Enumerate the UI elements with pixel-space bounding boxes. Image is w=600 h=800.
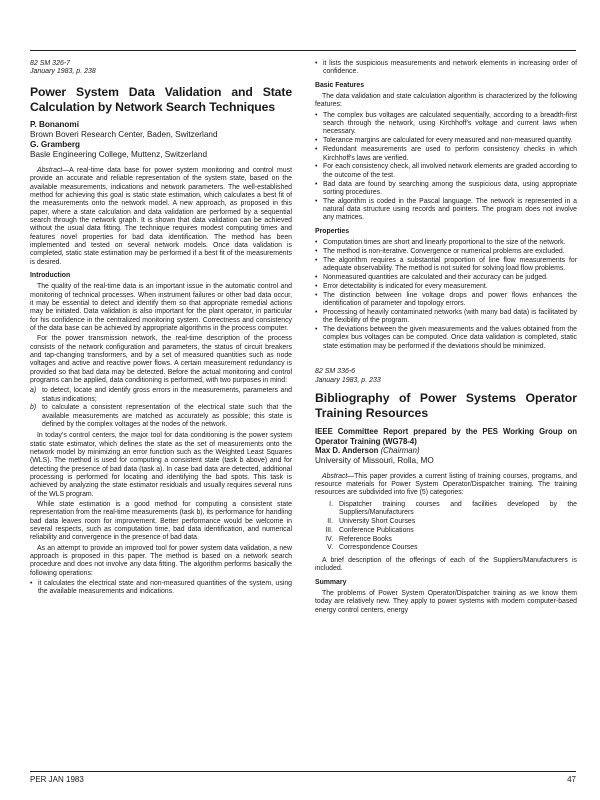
list-item: • Processing of heavily contaminated networks (with many bad data) is facilitated by the flexibility of the program. [315, 309, 577, 326]
purposes-list [30, 387, 292, 429]
list-item [315, 527, 577, 535]
purpose-item [30, 387, 292, 404]
purpose-text: to calculate a consistent representation of the electrical state such that the available measurements are matched as accurately as possible; this state is defined by the complex voltages at the nodes of the network. [42, 404, 292, 428]
purpose-item [30, 404, 292, 429]
category-number: III. [325, 526, 333, 534]
article1-affiliation-1: Brown Boveri Research Center, Baden, Switzerland [30, 129, 218, 139]
article1-abstract-text: —A real-time data base for power system monitoring and control must provide an accurate and reliable representation of the system state, based on the available measurements, indications and network parameters. The well-established method for achieving this goal is static state estimation, which calculates a best fit of the measurements onto the network model. A new approach, as proposed in this paper, where a state calculation and data validation are performed by a sequential search through the network graph. It is shown that data validation can be achieved without the usual data fitting. The technique requires modest computing times and features novel properties for bad data identification. The method has been implemented and tested on several network models. Once data validation is completed, static state estimation may be performed if a best fit of the measurements is desired. [30, 166, 292, 266]
category-text: Reference Books [339, 535, 392, 543]
intro-paragraph-1: The quality of the real-time data is an important issue in the automatic control and monitoring of technical processes. When instrument failures or other bad data occur, it may be essential to detect and identify them so that appropriate remedial actions may be initiated. Data validation is also important for the plant operator, in particular for his confidence in the centralized monitoring system. Correctness and consistency of the data base can be achieved by appropriate algorithms in the process computer. [30, 283, 292, 333]
category-number: I. [329, 500, 333, 508]
article1-author-2: G. Gramberg [30, 139, 81, 149]
basic-features-paragraph: The data validation and state calculation algorithm is characterized by the following features: [315, 93, 577, 109]
article2-subtitle: IEEE Committee Report prepared by the PES Working Group on Operator Training (WG78-4) [315, 426, 577, 446]
list-item: • Error detectability is indicated for every measurement. [315, 283, 577, 291]
properties-list [315, 239, 577, 351]
article1-author-1: P. Bonanomi [30, 119, 79, 129]
intro-paragraph-5: As an attempt to provide an improved tool for power system data validation, a new approach is proposed in this paper. The method is based on a network search procedure and does not involve any data fitting. The algorithm performs basically the following operations: [30, 544, 292, 577]
spacer [315, 354, 577, 368]
article1-abstract [30, 167, 292, 267]
introduction-heading: Introduction [30, 271, 71, 279]
page-number: 47 [567, 775, 576, 784]
list-item: • Redundant measurements are used to perform consistency checks in which Kirchhoff's laws are verified. [315, 146, 577, 163]
list-item [315, 501, 577, 518]
category-text: University Short Courses [339, 517, 416, 525]
categories-list [315, 501, 577, 553]
list-item: • For each consistency check, all involved network elements are graded according to the outcome of the test. [315, 163, 577, 180]
footer-journal: PER JAN 1983 [30, 775, 84, 784]
list-item: • Bad data are found by searching among the suspicious data, using appropriate sorting procedures. [315, 181, 577, 198]
list-item: • The method is non-iterative. Convergence or numerical problems are excluded. [315, 248, 577, 256]
category-text: Conference Publications [339, 526, 414, 534]
article1-abstract-label: Abstract [37, 166, 63, 174]
article2-brief-paragraph: A brief description of the offerings of each of the Suppliers/Manufacturers is included. [315, 556, 577, 573]
summary-paragraph: The problems of Power System Operator/Dispatcher training as we know them today are relatively new. They apply to power systems with modern computer-based energy control centers, energy [315, 589, 577, 614]
list-item: • Tolerance margins are calculated for every measured and non-measured quantity. [315, 137, 577, 145]
category-number: IV. [325, 535, 333, 543]
article1-affiliation-2: Basle Engineering College, Muttenz, Switzerland [30, 149, 208, 159]
article2-abstract-label: Abstract [322, 472, 348, 480]
bottom-rule [30, 771, 576, 772]
list-item: • The complex bus voltages are calculated sequentially, according to a breadth-first search through the network, using Kirchhoff's voltage and current laws when necessary. [315, 112, 577, 137]
purpose-label: a) [30, 387, 37, 395]
article2-author: Max D. Anderson [315, 446, 379, 456]
list-item: • it lists the suspicious measurements and network elements in increasing order of confidence. [315, 60, 577, 77]
list-item: • Computation times are short and linearly proportional to the size of the network. [315, 239, 577, 247]
article2-author-role: (Chairman) [380, 446, 420, 456]
list-item: • The algorithm is coded in the Pascal language. The network is represented in a natural data structure using records and pointers. The program does not involve any matrices. [315, 198, 577, 223]
article2-abstract [315, 473, 577, 498]
article2-author-line [315, 446, 577, 456]
list-item [315, 544, 577, 552]
category-number: II. [327, 517, 333, 525]
list-item: • The deviations between the given measurements and the values obtained from the complex bus voltages can be computed. Once data validation is completed, static state estimation may be performed if the deviations should be minimized. [315, 326, 577, 351]
list-item [315, 536, 577, 544]
right-column [315, 60, 577, 617]
operations-list-right [315, 60, 577, 77]
list-item: • The algorithm requires a substantial proportion of line flow measurements for adequate observability. The method is not suited for solving load flow problems. [315, 257, 577, 274]
list-item: • it calculates the electrical state and non-measured quantities of the system, using the available measurements and indications. [30, 580, 292, 597]
intro-paragraph-3: In today's control centers, the major tool for data conditioning is the power system static state estimator, which defines the state as the set of measurements onto the network model by minimizing an error function such as the Weighted Least Squares (WLS). The method is used for computing a consistent state (task b above) and for detecting the presence of bad data (task a). In case bad data are detected, additional processing is performed for locating and identifying the bad spots. This task is achieved by analyzing the state estimator residuals and usually requires several runs of the WLS program. [30, 432, 292, 498]
category-text: Dispatcher training courses and facilities developed by the Suppliers/Manufacturers [339, 500, 577, 517]
purpose-label: b) [30, 404, 37, 412]
article2-ref-date: January 1983, p. 233 [315, 376, 381, 384]
article1-title: Power System Data Validation and State Calculation by Network Search Techniques [30, 84, 292, 115]
list-item: • Nonmeasured quantities are calculated and their accuracy can be judged. [315, 274, 577, 282]
category-text: Correspondence Courses [339, 544, 418, 552]
article2-affiliation: University of Missouri, Rolla, MO [315, 455, 434, 465]
category-number: V. [327, 544, 333, 552]
intro-paragraph-4: While state estimation is a good method for computing a consistent state representation from the real-time measurements (task b), its performance for handling bad data leaves room for improvement. Better performance would be welcome in several respects, such as computation time, bad data identification, and numerical reliability and convergence in the presence of bad data. [30, 500, 292, 542]
list-item [315, 518, 577, 526]
article1-ref-number: 82 SM 326-7 [30, 60, 71, 67]
article2-abstract-text: —This paper provides a current listing of training courses, programs, and resource materials for Power System Operator/Dispatcher training. The training resources are subdivided into five (5) categories: [315, 472, 577, 497]
operations-list-left [30, 580, 292, 597]
basic-features-heading: Basic Features [315, 81, 365, 89]
summary-heading: Summary [315, 578, 347, 586]
top-rule [30, 50, 576, 51]
article2-title: Bibliography of Power Systems Operator Training Resources [315, 390, 577, 421]
article2-ref-number: 82 SM 336-6 [315, 368, 356, 376]
article1-ref-date: January 1983, p. 238 [30, 68, 96, 76]
list-item: • The distinction between line voltage drops and power flows enhances the identification of parameter and topology errors. [315, 292, 577, 309]
purpose-text: to detect, locate and identify gross errors in the measurements, parameters and status indications; [42, 387, 292, 403]
intro-paragraph-2: For the power transmission network, the real-time description of the process consists of the network configuration and parameters, the status of circuit breakers and tap-changing transformers, and by a set of measured quantities such as node voltages and active and reactive power flows. A certain measurement redundancy is provided so that bad data may be detected. Before the actual monitoring and control programs can be applied, data conditioning is performed, with two purposes in mind: [30, 335, 292, 385]
properties-heading: Properties [315, 227, 350, 235]
basic-features-list [315, 112, 577, 223]
left-column [30, 60, 292, 600]
